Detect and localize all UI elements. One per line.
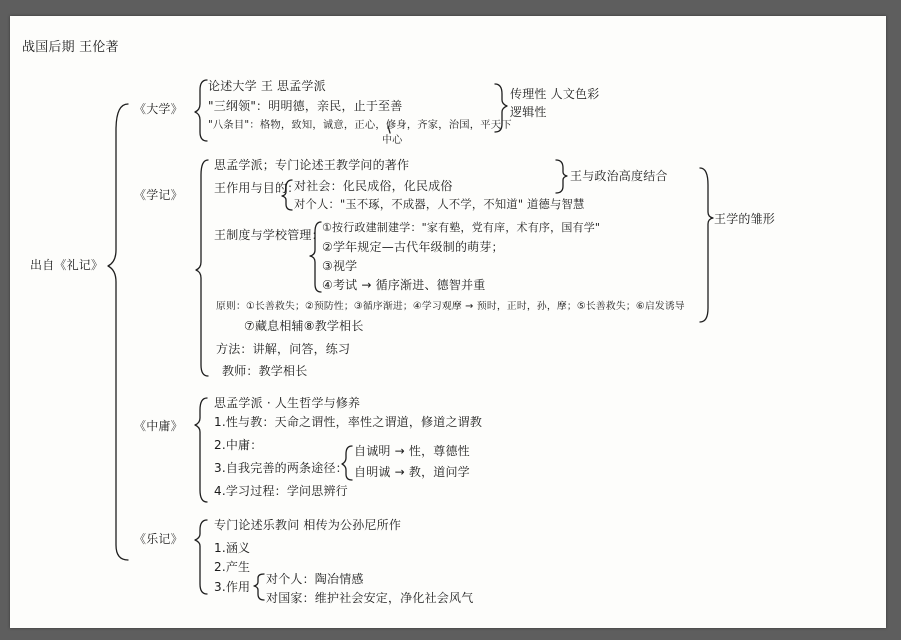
yueji-line: 2.产生 xyxy=(214,560,251,574)
node-yueji: 《乐记》 xyxy=(134,532,183,546)
xueji-purpose: 对社会：化民成俗，化民成俗 xyxy=(294,179,453,193)
node-xueji: 《学记》 xyxy=(134,188,183,202)
daxue-side: 逻辑性 xyxy=(510,105,547,119)
zhongyong-path: 自明诚 → 教，道问学 xyxy=(354,465,470,479)
yueji-effect: 对国家：维护社会安定，净化社会风气 xyxy=(266,591,474,605)
node-zhongyong: 《中庸》 xyxy=(134,419,183,433)
node-daxue: 《大学》 xyxy=(134,102,183,116)
daxue-line: 论述大学 王 思孟学派 xyxy=(208,79,326,93)
yueji-line: 专门论述乐教问 相传为公孙尼所作 xyxy=(214,518,402,532)
root-node: 出自《礼记》 xyxy=(30,258,104,272)
zhongyong-line: 3.自我完善的两条途径： xyxy=(214,461,348,475)
xueji-system-label: 王制度与学校管理： xyxy=(214,228,324,242)
daxue-line: "三纲领"：明明德，亲民，止于至善 xyxy=(208,99,403,113)
zhongyong-line: 思孟学派 · 人生哲学与修养 xyxy=(214,396,361,410)
xueji-methods: 方法：讲解，问答，练习 xyxy=(216,342,351,356)
yueji-effect: 对个人：陶冶情感 xyxy=(266,572,364,586)
xueji-teacher: 教师：教学相长 xyxy=(222,364,308,378)
page-title: 战国后期 王伦著 xyxy=(22,40,119,55)
xueji-purpose-note: 王与政治高度结合 xyxy=(570,169,668,183)
daxue-zhongxin: 中心 xyxy=(382,135,403,146)
xueji-side: 王学的雏形 xyxy=(714,212,776,226)
xueji-principles: 原则：①长善救失；②预防性；③循序渐进；④学习观摩 → 预时，正时，孙，摩；⑤长善救失；⑥启发诱导 xyxy=(216,301,685,312)
zhongyong-path: 自诚明 → 性，尊德性 xyxy=(354,444,470,458)
xueji-system: ③视学 xyxy=(322,259,358,273)
yueji-line: 1.涵义 xyxy=(214,541,251,555)
xueji-line: 思孟学派；专门论述王教学问的著作 xyxy=(214,158,410,172)
xueji-system: ①按行政建制建学："家有塾，党有庠，术有序，国有学" xyxy=(322,221,601,234)
zhongyong-line: 1.性与教：天命之谓性，率性之谓道，修道之谓教 xyxy=(214,415,483,429)
xueji-line: 王作用与目的： xyxy=(214,181,300,195)
xueji-purpose: 对个人："玉不琢，不成器，人不学，不知道" 道德与智慧 xyxy=(294,198,585,211)
zhongyong-line: 2.中庸： xyxy=(214,438,263,452)
xueji-system: ②学年规定—古代年级制的萌芽； xyxy=(322,240,504,254)
zhongyong-line: 4.学习过程：学问思辨行 xyxy=(214,484,348,498)
daxue-side: 传理性 人文色彩 xyxy=(510,87,600,101)
xueji-principles: ⑦藏息相辅⑧教学相长 xyxy=(244,319,364,333)
xueji-system: ④考试 → 循序渐进、德智并重 xyxy=(322,278,486,292)
daxue-line: "八条目"：格物，致知，诚意，正心，修身，齐家，治国，平天下 xyxy=(208,119,512,131)
yueji-line: 3.作用 xyxy=(214,580,251,594)
